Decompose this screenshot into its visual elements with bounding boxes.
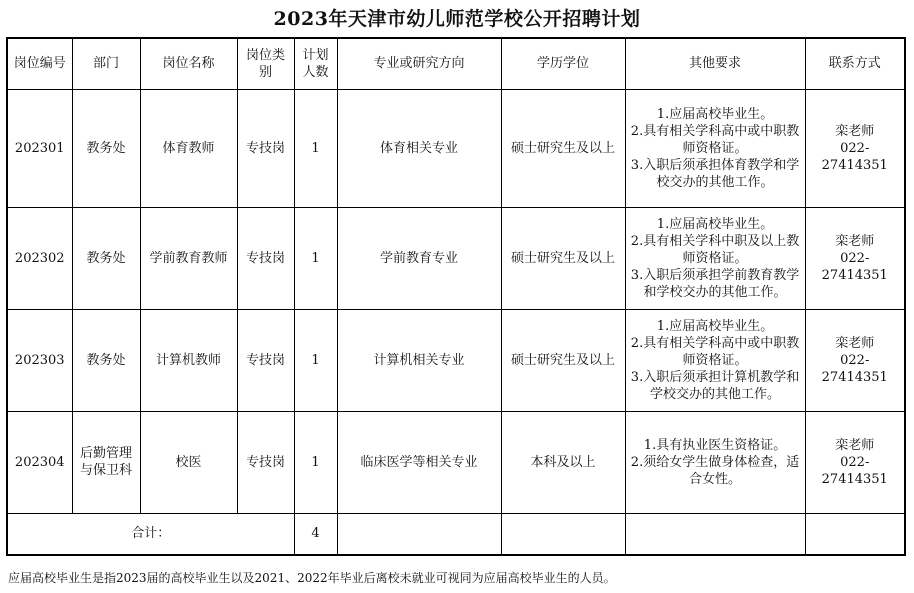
cell-degree: 硕士研究生及以上 xyxy=(501,309,625,411)
cell-position: 学前教育教师 xyxy=(140,207,237,309)
contact-phone: 022-27414351 xyxy=(821,454,888,487)
total-label: 合计： xyxy=(7,513,294,555)
col-header-requirements: 其他要求 xyxy=(625,38,805,89)
cell-dept: 教务处 xyxy=(72,207,140,309)
contact-phone: 022-27414351 xyxy=(821,140,888,173)
col-header-count: 计划人数 xyxy=(294,38,337,89)
col-header-contact: 联系方式 xyxy=(805,38,905,89)
cell-category: 专技岗 xyxy=(237,89,294,207)
cell-requirements xyxy=(625,309,805,411)
table-row xyxy=(7,207,905,309)
cell-code: 202303 xyxy=(7,309,72,411)
requirement-item: 1.应届高校毕业生。 xyxy=(656,106,774,122)
cell-code: 202302 xyxy=(7,207,72,309)
requirement-item: 3.入职后须承担计算机教学和学校交办的其他工作。 xyxy=(630,369,800,402)
cell-code: 202304 xyxy=(7,411,72,513)
requirement-item: 2.具有相关学科高中或中职教师资格证。 xyxy=(630,123,800,156)
requirement-item: 2.须给女学生做身体检查，适合女性。 xyxy=(630,454,800,487)
contact-name: 栾老师 xyxy=(835,123,875,139)
requirement-item: 2.具有相关学科中职及以上教师资格证。 xyxy=(630,233,800,266)
requirement-item: 1.应届高校毕业生。 xyxy=(656,216,774,232)
footnote: 应届高校毕业生是指2023届的高校毕业生以及2021、2022年毕业后离校未就业可视同为应届高校毕业生的人员。 xyxy=(8,571,616,585)
contact-name: 栾老师 xyxy=(835,233,875,249)
empty-cell xyxy=(337,513,501,555)
table-row xyxy=(7,309,905,411)
contact-phone: 022-27414351 xyxy=(821,352,888,385)
contact-name: 栾老师 xyxy=(835,437,875,453)
col-header-code: 岗位编号 xyxy=(7,38,72,89)
cell-position: 计算机教师 xyxy=(140,309,237,411)
cell-position: 校医 xyxy=(140,411,237,513)
cell-requirements xyxy=(625,89,805,207)
cell-degree: 硕士研究生及以上 xyxy=(501,207,625,309)
cell-contact xyxy=(805,207,905,309)
cell-major: 体育相关专业 xyxy=(337,89,501,207)
cell-category: 专技岗 xyxy=(237,309,294,411)
cell-requirements xyxy=(625,411,805,513)
cell-requirements xyxy=(625,207,805,309)
cell-contact xyxy=(805,309,905,411)
cell-contact xyxy=(805,89,905,207)
cell-position: 体育教师 xyxy=(140,89,237,207)
col-header-major: 专业或研究方向 xyxy=(337,38,501,89)
cell-count: 1 xyxy=(294,411,337,513)
requirement-item: 1.具有执业医生资格证。 xyxy=(643,437,787,453)
contact-phone: 022-27414351 xyxy=(821,250,888,283)
cell-dept: 教务处 xyxy=(72,89,140,207)
recruitment-table xyxy=(6,37,906,556)
requirement-item: 3.入职后须承担体育教学和学校交办的其他工作。 xyxy=(630,157,800,190)
requirement-item: 1.应届高校毕业生。 xyxy=(656,318,774,334)
cell-major: 计算机相关专业 xyxy=(337,309,501,411)
contact-name: 栾老师 xyxy=(835,335,875,351)
document-title: 2023年天津市幼儿师范学校公开招聘计划 xyxy=(273,8,641,30)
cell-degree: 本科及以上 xyxy=(501,411,625,513)
empty-cell xyxy=(501,513,625,555)
empty-cell xyxy=(625,513,805,555)
cell-major: 学前教育专业 xyxy=(337,207,501,309)
cell-major: 临床医学等相关专业 xyxy=(337,411,501,513)
cell-category: 专技岗 xyxy=(237,207,294,309)
cell-dept: 后勤管理与保卫科 xyxy=(72,411,140,513)
cell-count: 1 xyxy=(294,207,337,309)
total-count: 4 xyxy=(294,513,337,555)
total-row xyxy=(7,513,905,555)
cell-count: 1 xyxy=(294,89,337,207)
col-header-dept: 部门 xyxy=(72,38,140,89)
table-row xyxy=(7,411,905,513)
col-header-category: 岗位类别 xyxy=(237,38,294,89)
requirement-item: 3.入职后须承担学前教育教学和学校交办的其他工作。 xyxy=(630,267,800,300)
requirement-item: 2.具有相关学科高中或中职教师资格证。 xyxy=(630,335,800,368)
col-header-position: 岗位名称 xyxy=(140,38,237,89)
cell-code: 202301 xyxy=(7,89,72,207)
table-row xyxy=(7,89,905,207)
cell-count: 1 xyxy=(294,309,337,411)
col-header-degree: 学历学位 xyxy=(501,38,625,89)
cell-degree: 硕士研究生及以上 xyxy=(501,89,625,207)
cell-contact xyxy=(805,411,905,513)
cell-dept: 教务处 xyxy=(72,309,140,411)
header-row xyxy=(7,38,905,89)
empty-cell xyxy=(805,513,905,555)
cell-category: 专技岗 xyxy=(237,411,294,513)
